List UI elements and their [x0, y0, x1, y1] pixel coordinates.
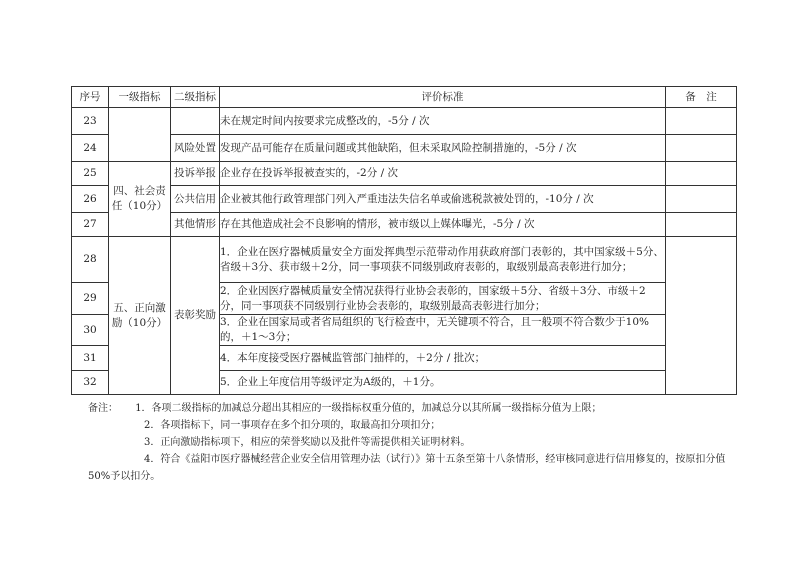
notes-cell — [666, 162, 737, 186]
notes-cell — [666, 213, 737, 237]
row-seq: 24 — [72, 135, 109, 162]
criteria-cell: 2．企业因医疗器械质量安全情况获得行业协会表彰的，国家级＋5分、省级＋3分、市级＋2分，同一事项获不同级别行业协会表彰的，取级别最高表彰进行加分； — [220, 283, 666, 315]
level2-cell-empty — [171, 108, 220, 135]
criteria-cell: 发现产品可能存在质量问题或其他缺陷，但未采取风险控制措施的，-5分 / 次 — [220, 135, 666, 162]
header-seq: 序号 — [72, 87, 109, 108]
criteria-cell: 1．企业在医疗器械质量安全方面发挥典型示范带动作用获政府部门表彰的，其中国家级＋5分、省级＋3分、获市级＋2分，同一事项获不同级别政府表彰的，取级别最高表彰进行加分； — [220, 237, 666, 283]
header-criteria: 评价标准 — [220, 87, 666, 108]
level2-cell: 风险处置 — [171, 135, 220, 162]
remarks-item: 2．各项指标下，同一事项存在多个扣分项的，取最高扣分项扣分； — [144, 420, 441, 431]
table-row — [72, 186, 737, 213]
notes-cell — [666, 237, 737, 395]
criteria-cell: 5．企业上年度信用等级评定为A级的，＋1分。 — [220, 371, 666, 395]
remarks-label: 备注： — [88, 403, 118, 414]
table-row — [72, 237, 737, 283]
row-seq: 23 — [72, 108, 109, 135]
row-seq: 27 — [72, 213, 109, 237]
row-seq: 28 — [72, 237, 109, 283]
criteria-cell: 4．本年度接受医疗器械监管部门抽样的，＋2分 / 批次； — [220, 346, 666, 371]
notes-cell — [666, 108, 737, 135]
header-level2: 二级指标 — [171, 87, 220, 108]
notes-cell — [666, 135, 737, 162]
header-row — [72, 87, 737, 108]
remarks-item: 4．符合《益阳市医疗器械经营企业安全信用管理办法（试行）》第十五条至第十八条情形，经审核同意进行信用修复的，按原扣分值50%予以扣分。 — [88, 454, 726, 482]
table-row — [72, 135, 737, 162]
criteria-cell: 存在其他造成社会不良影响的情形，被市级以上媒体曝光，-5分 / 次 — [220, 213, 666, 237]
remarks-item: 1．各项二级指标的加减总分超出其相应的一级指标权重分值的，加减总分以其所属一级指标分值为上限； — [135, 403, 602, 414]
criteria-cell: 企业存在投诉举报被查实的，-2分 / 次 — [220, 162, 666, 186]
row-seq: 29 — [72, 283, 109, 315]
level1-cell: 四、社会责任（10分） — [109, 162, 171, 237]
remarks-line-1 — [88, 400, 728, 417]
level1-cell: 五、正向激励（10分） — [109, 237, 171, 395]
level2-cell: 表彰奖励 — [171, 237, 220, 395]
header-notes: 备 注 — [666, 87, 737, 108]
criteria-cell: 企业被其他行政管理部门列入严重违法失信名单或偷逃税款被处罚的，-10分 / 次 — [220, 186, 666, 213]
row-seq: 31 — [72, 346, 109, 371]
row-seq: 30 — [72, 315, 109, 346]
remarks-item: 3．正向激励指标项下，相应的荣誉奖励以及批件等需提供相关证明材料。 — [144, 437, 471, 448]
criteria-cell: 未在规定时间内按要求完成整改的，-5分 / 次 — [220, 108, 666, 135]
remarks-section — [88, 400, 728, 485]
level2-cell: 投诉举报 — [171, 162, 220, 186]
table-row — [72, 162, 737, 186]
table-row — [72, 108, 737, 135]
row-seq: 26 — [72, 186, 109, 213]
row-seq: 25 — [72, 162, 109, 186]
level2-cell: 其他情形 — [171, 213, 220, 237]
remarks-item-4 — [32, 451, 728, 485]
header-level1: 一级指标 — [109, 87, 171, 108]
row-seq: 32 — [72, 371, 109, 395]
criteria-cell: 3．企业在国家局或者省局组织的飞行检查中，无关键项不符合，且一般项不符合数少于10%的，＋1～3分； — [220, 315, 666, 346]
notes-cell — [666, 186, 737, 213]
evaluation-table — [71, 86, 737, 395]
table-row — [72, 213, 737, 237]
level1-cell-empty — [109, 108, 171, 162]
level2-cell: 公共信用 — [171, 186, 220, 213]
